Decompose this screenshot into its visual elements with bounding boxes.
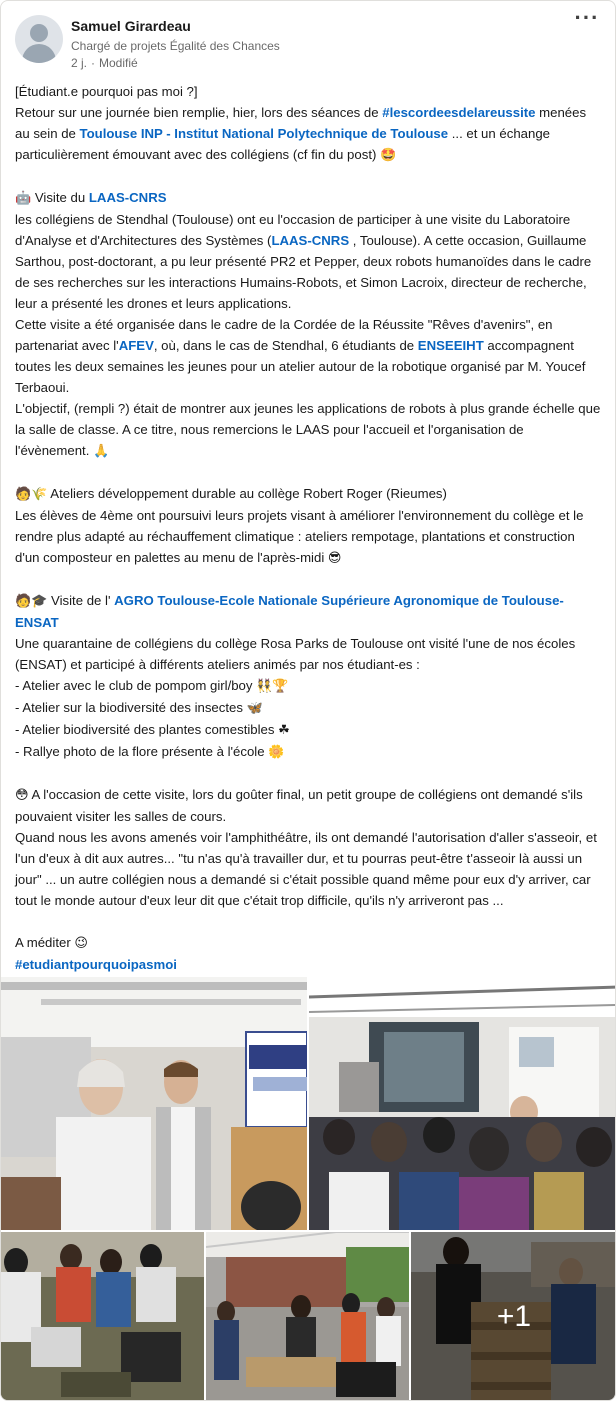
- company-link[interactable]: AGRO Toulouse-Ecole Nationale Supérieure Agronomique de Toulouse-ENSAT: [15, 593, 564, 630]
- text-run: - Atelier sur la biodiversité des insectes: [15, 700, 247, 715]
- text-run: accompagnent toutes les deux semaines les jeunes pour un atelier autour de la robotique organisé par M. Youcef Terbaoui.: [15, 338, 586, 395]
- company-link[interactable]: Toulouse INP - Institut National Polytechnique de Toulouse: [79, 126, 449, 141]
- post-paragraph: [15, 209, 601, 314]
- text-run: ... et un échange particulièrement émouvant avec des collégiens (cf fin du post): [15, 126, 550, 162]
- robot-emoji: 🤖: [15, 191, 32, 206]
- post-header: [15, 5, 601, 71]
- text-run: menées au sein de: [15, 105, 587, 141]
- intro-title: [Étudiant.e pourquoi pas moi ?]: [15, 84, 198, 99]
- post-paragraph: [15, 81, 601, 102]
- list-item: [15, 741, 601, 763]
- photo-compost-workshop[interactable]: [1, 1232, 204, 1401]
- post-paragraph: [15, 827, 601, 911]
- post-paragraph: [15, 932, 601, 954]
- photo-laas-lab-image: [1, 977, 307, 1230]
- flushed-emoji: 😳: [15, 788, 29, 803]
- hashtag-link[interactable]: #lescordeesdelareussite: [382, 105, 536, 120]
- text-run: Les élèves de 4ème ont poursuivi leurs projets visant à améliorer l'environnement du collège et le rendre plus adapté au réchauffement climatique : ateliers rempotage, plantations et construction d'un composteur en palettes au menu de l'après-midi: [15, 508, 584, 565]
- post-paragraph: [15, 398, 601, 462]
- photo-pallet-courtyard-image: [206, 1232, 409, 1401]
- section-title: [15, 590, 601, 633]
- text-run: L'objectif, (rempli ?) était de montrer aux jeunes les applications de robots à plus grande échelle que la salle de classe. A ce titre, nous remercions le LAAS pour l'accueil et l'organisation de l'évènement.: [15, 401, 601, 458]
- list-item: [15, 719, 601, 741]
- text-run: A méditer: [15, 935, 75, 950]
- photo-pallet-courtyard[interactable]: [206, 1232, 409, 1401]
- time-separator: ·: [91, 56, 96, 70]
- photo-compost-workshop-image: [1, 1232, 204, 1401]
- text-run: - Rallye photo de la flore présente à l'école: [15, 744, 269, 759]
- photo-students-hall-image: [309, 977, 616, 1230]
- text-run: Cette visite a été organisée dans le cadre de la Cordée de la Réussite "Rêves d'avenirs", en partenariat avec l': [15, 317, 553, 353]
- photo-laas-lab[interactable]: [1, 977, 307, 1230]
- post-paragraph: [15, 633, 601, 675]
- avatar-head-shape: [30, 24, 48, 42]
- post-paragraph: [15, 505, 601, 569]
- text-run: Visite du: [31, 190, 89, 205]
- sunglasses-emoji: 😎: [327, 551, 342, 566]
- list-item: [15, 697, 601, 719]
- post-timestamp: [71, 55, 280, 71]
- avatar-body-shape: [22, 44, 56, 63]
- text-run: A l'occasion de cette visite, lors du goûter final, un petit groupe de collégiens ont demandé s'ils pouvaient visiter les salles de cours.: [15, 787, 583, 824]
- post-paragraph: [15, 314, 601, 398]
- text-run: Quand nous les avons amenés voir l'amphithéâtre, ils ont demandé l'autorisation d'aller s'asseoir, et l'un d'eux à dit aux autres... "tu n'as qu'à travailler dur, et tu pourras peut-être t'asseoir là aussi un jour" ... un autre collégien nous a demandé si c'était possible quand même pour eux d'y arriver, car tout le monde autour d'eux leur dit que c'était trop difficile, qu'ils n'y arriveront pas ...: [15, 830, 597, 908]
- shamrock-emoji: ☘: [278, 723, 290, 738]
- hashtag-link[interactable]: #etudiantpourquoipasmoi: [15, 957, 177, 972]
- section-title: [15, 483, 601, 505]
- list-item: [15, 675, 601, 697]
- post-paragraph: [15, 102, 601, 166]
- folded-hands-emoji: 🙏: [93, 444, 110, 459]
- wink-emoji: 😉: [74, 936, 88, 951]
- farmer-emoji: 🧑🌾: [15, 487, 48, 502]
- photo-pallet-construction[interactable]: [411, 1232, 616, 1401]
- photo-gallery: [1, 977, 616, 1401]
- text-run: , Toulouse). A cette occasion, Guillaume Sarthou, post-doctorant, a pu leur présenté PR2 et Pepper, deux robots humanoïdes dans le cadre de ses recherches sur les interactions Humains-Robots, et Simon Lacroix, directeur de recherche, leur a présenté les drones et leurs applications.: [15, 233, 592, 311]
- text-run: , où, dans le cas de Stendhal, 6 étudiants de: [153, 338, 418, 353]
- author-meta: [71, 17, 280, 71]
- dancers-trophy-emoji: 👯🏆: [256, 679, 289, 694]
- company-link[interactable]: AFEV: [118, 338, 154, 353]
- student-emoji: 🧑🎓: [15, 594, 48, 609]
- star-struck-emoji: 🤩: [380, 148, 397, 163]
- company-link[interactable]: LAAS-CNRS: [271, 233, 350, 248]
- more-photos-overlay[interactable]: [411, 1232, 616, 1401]
- photo-students-hall[interactable]: [309, 977, 616, 1230]
- text-run: Visite de l': [47, 593, 115, 608]
- post-paragraph: [15, 784, 601, 827]
- text-run: - Atelier avec le club de pompom girl/boy: [15, 678, 257, 693]
- text-run: Ateliers développement durable au collège Robert Roger (Rieumes): [47, 486, 447, 501]
- flower-emoji: 🌼: [268, 745, 285, 760]
- text-run: Retour sur une journée bien remplie, hier, lors des séances de: [15, 105, 383, 120]
- butterfly-emoji: 🦋: [246, 701, 263, 716]
- post-paragraph: [15, 954, 601, 975]
- more-options-button[interactable]: ···: [574, 5, 600, 30]
- text-run: - Atelier biodiversité des plantes comestibles: [15, 722, 279, 737]
- avatar[interactable]: [15, 15, 63, 63]
- company-link[interactable]: ENSEEIHT: [417, 338, 484, 353]
- edited-label: Modifié: [99, 56, 138, 70]
- text-run: les collégiens de Stendhal (Toulouse) ont eu l'occasion de participer à une visite du Laboratoire d'Analyse et d'Architectures des Systèmes (: [15, 212, 571, 248]
- author-name[interactable]: Samuel Girardeau: [71, 18, 191, 34]
- text-run: Une quarantaine de collégiens du collège Rosa Parks de Toulouse ont visité l'une de nos écoles (ENSAT) et participé à différents ateliers animés par nos étudiant-es :: [15, 636, 576, 672]
- author-headline: Chargé de projets Égalité des Chances: [71, 39, 280, 53]
- company-link[interactable]: LAAS-CNRS: [88, 190, 167, 205]
- post-time: 2 j.: [71, 56, 88, 70]
- more-photos-count: +1: [496, 1300, 532, 1333]
- section-title: [15, 187, 601, 209]
- post-text: [15, 81, 601, 975]
